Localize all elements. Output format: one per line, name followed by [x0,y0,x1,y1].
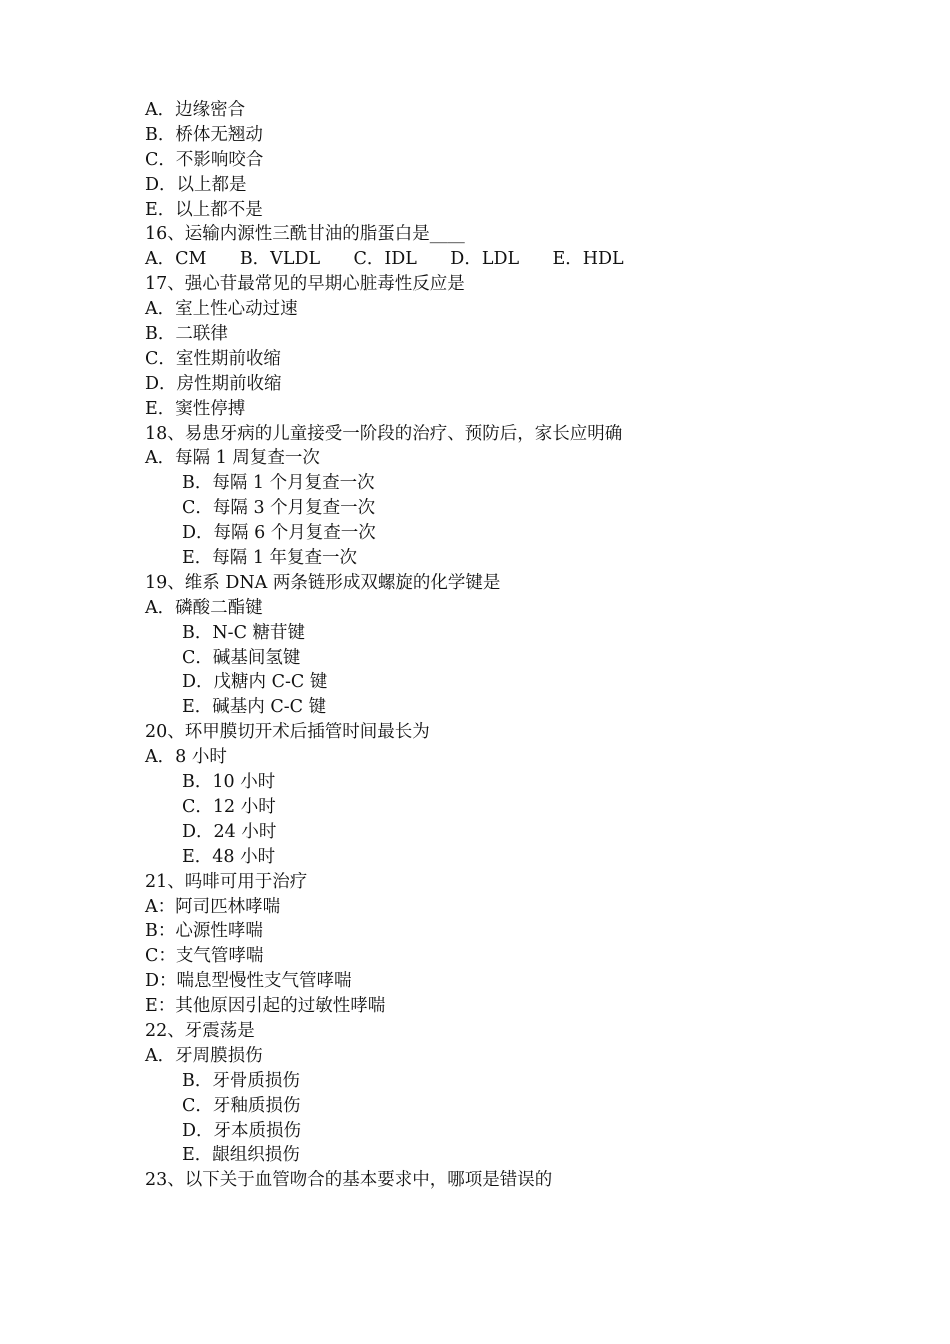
document-line: 22、牙震荡是 [145,1020,255,1041]
document-line: 21、吗啡可用于治疗 [145,871,308,892]
document-line: E．碱基内 C-C 键 [182,697,327,718]
document-line: B．N-C 糖苷键 [182,622,306,643]
document-line: A：阿司匹林哮喘 [145,896,281,917]
document-line: E．龈组织损伤 [182,1145,300,1166]
document-content [145,98,845,1193]
document-line: 23、以下关于血管吻合的基本要求中，哪项是错误的 [145,1170,553,1191]
document-line: A．CM B．VLDL C．IDL D．LDL E．HDL [145,249,624,270]
document-line: E．窦性停搏 [145,398,246,419]
document-line: 19、维系 DNA 两条链形成双螺旋的化学键是 [145,572,501,593]
document-line: 17、强心苷最常见的早期心脏毒性反应是 [145,274,465,295]
document-line: C．室性期前收缩 [145,348,281,369]
document-line: C：支气管哮喘 [145,946,264,967]
document-line: A．边缘密合 [145,100,246,120]
document-line: 20、环甲膜切开术后插管时间最长为 [145,722,430,743]
document-line: 18、易患牙病的儿童接受一阶段的治疗、预防后，家长应明确 [145,423,623,444]
document-line: D．每隔 6 个月复查一次 [182,523,376,544]
document-line: D：喘息型慢性支气管哮喘 [145,971,352,992]
document-line: D．房性期前收缩 [145,373,282,394]
document-line: C．每隔 3 个月复查一次 [182,498,376,519]
document-line: E：其他原因引起的过敏性哮喘 [145,996,386,1017]
document-line: D．以上都是 [145,174,247,195]
document-line: B．牙骨质损伤 [182,1070,300,1091]
document-line: D．戊糖内 C-C 键 [182,672,328,693]
document-line: A．每隔 1 周复查一次 [145,448,320,469]
document-line: B．每隔 1 个月复查一次 [182,473,375,494]
document-line: E．每隔 1 年复查一次 [182,548,358,569]
document-line: A．牙周膜损伤 [145,1045,263,1066]
document-line: E．48 小时 [182,846,276,867]
document-line: A．8 小时 [145,747,227,768]
document-line: A．磷酸二酯键 [145,597,263,618]
document-line: 16、运输内源性三酰甘油的脂蛋白是____ [145,224,465,245]
document-line: E．以上都不是 [145,199,263,220]
document-line: D．牙本质损伤 [182,1120,302,1141]
document-line: A．室上性心动过速 [145,299,298,320]
document-line: B：心源性哮喘 [145,921,263,942]
document-line: C．碱基间氢键 [182,647,301,668]
document-line: B．10 小时 [182,772,276,793]
document-line: B．二联律 [145,324,228,345]
document-line: C．不影响咬合 [145,149,264,170]
document-line: B．桥体无翘动 [145,124,263,145]
document-line: C．12 小时 [182,796,276,817]
document-line: C．牙釉质损伤 [182,1095,301,1116]
document-line: D．24 小时 [182,821,277,842]
